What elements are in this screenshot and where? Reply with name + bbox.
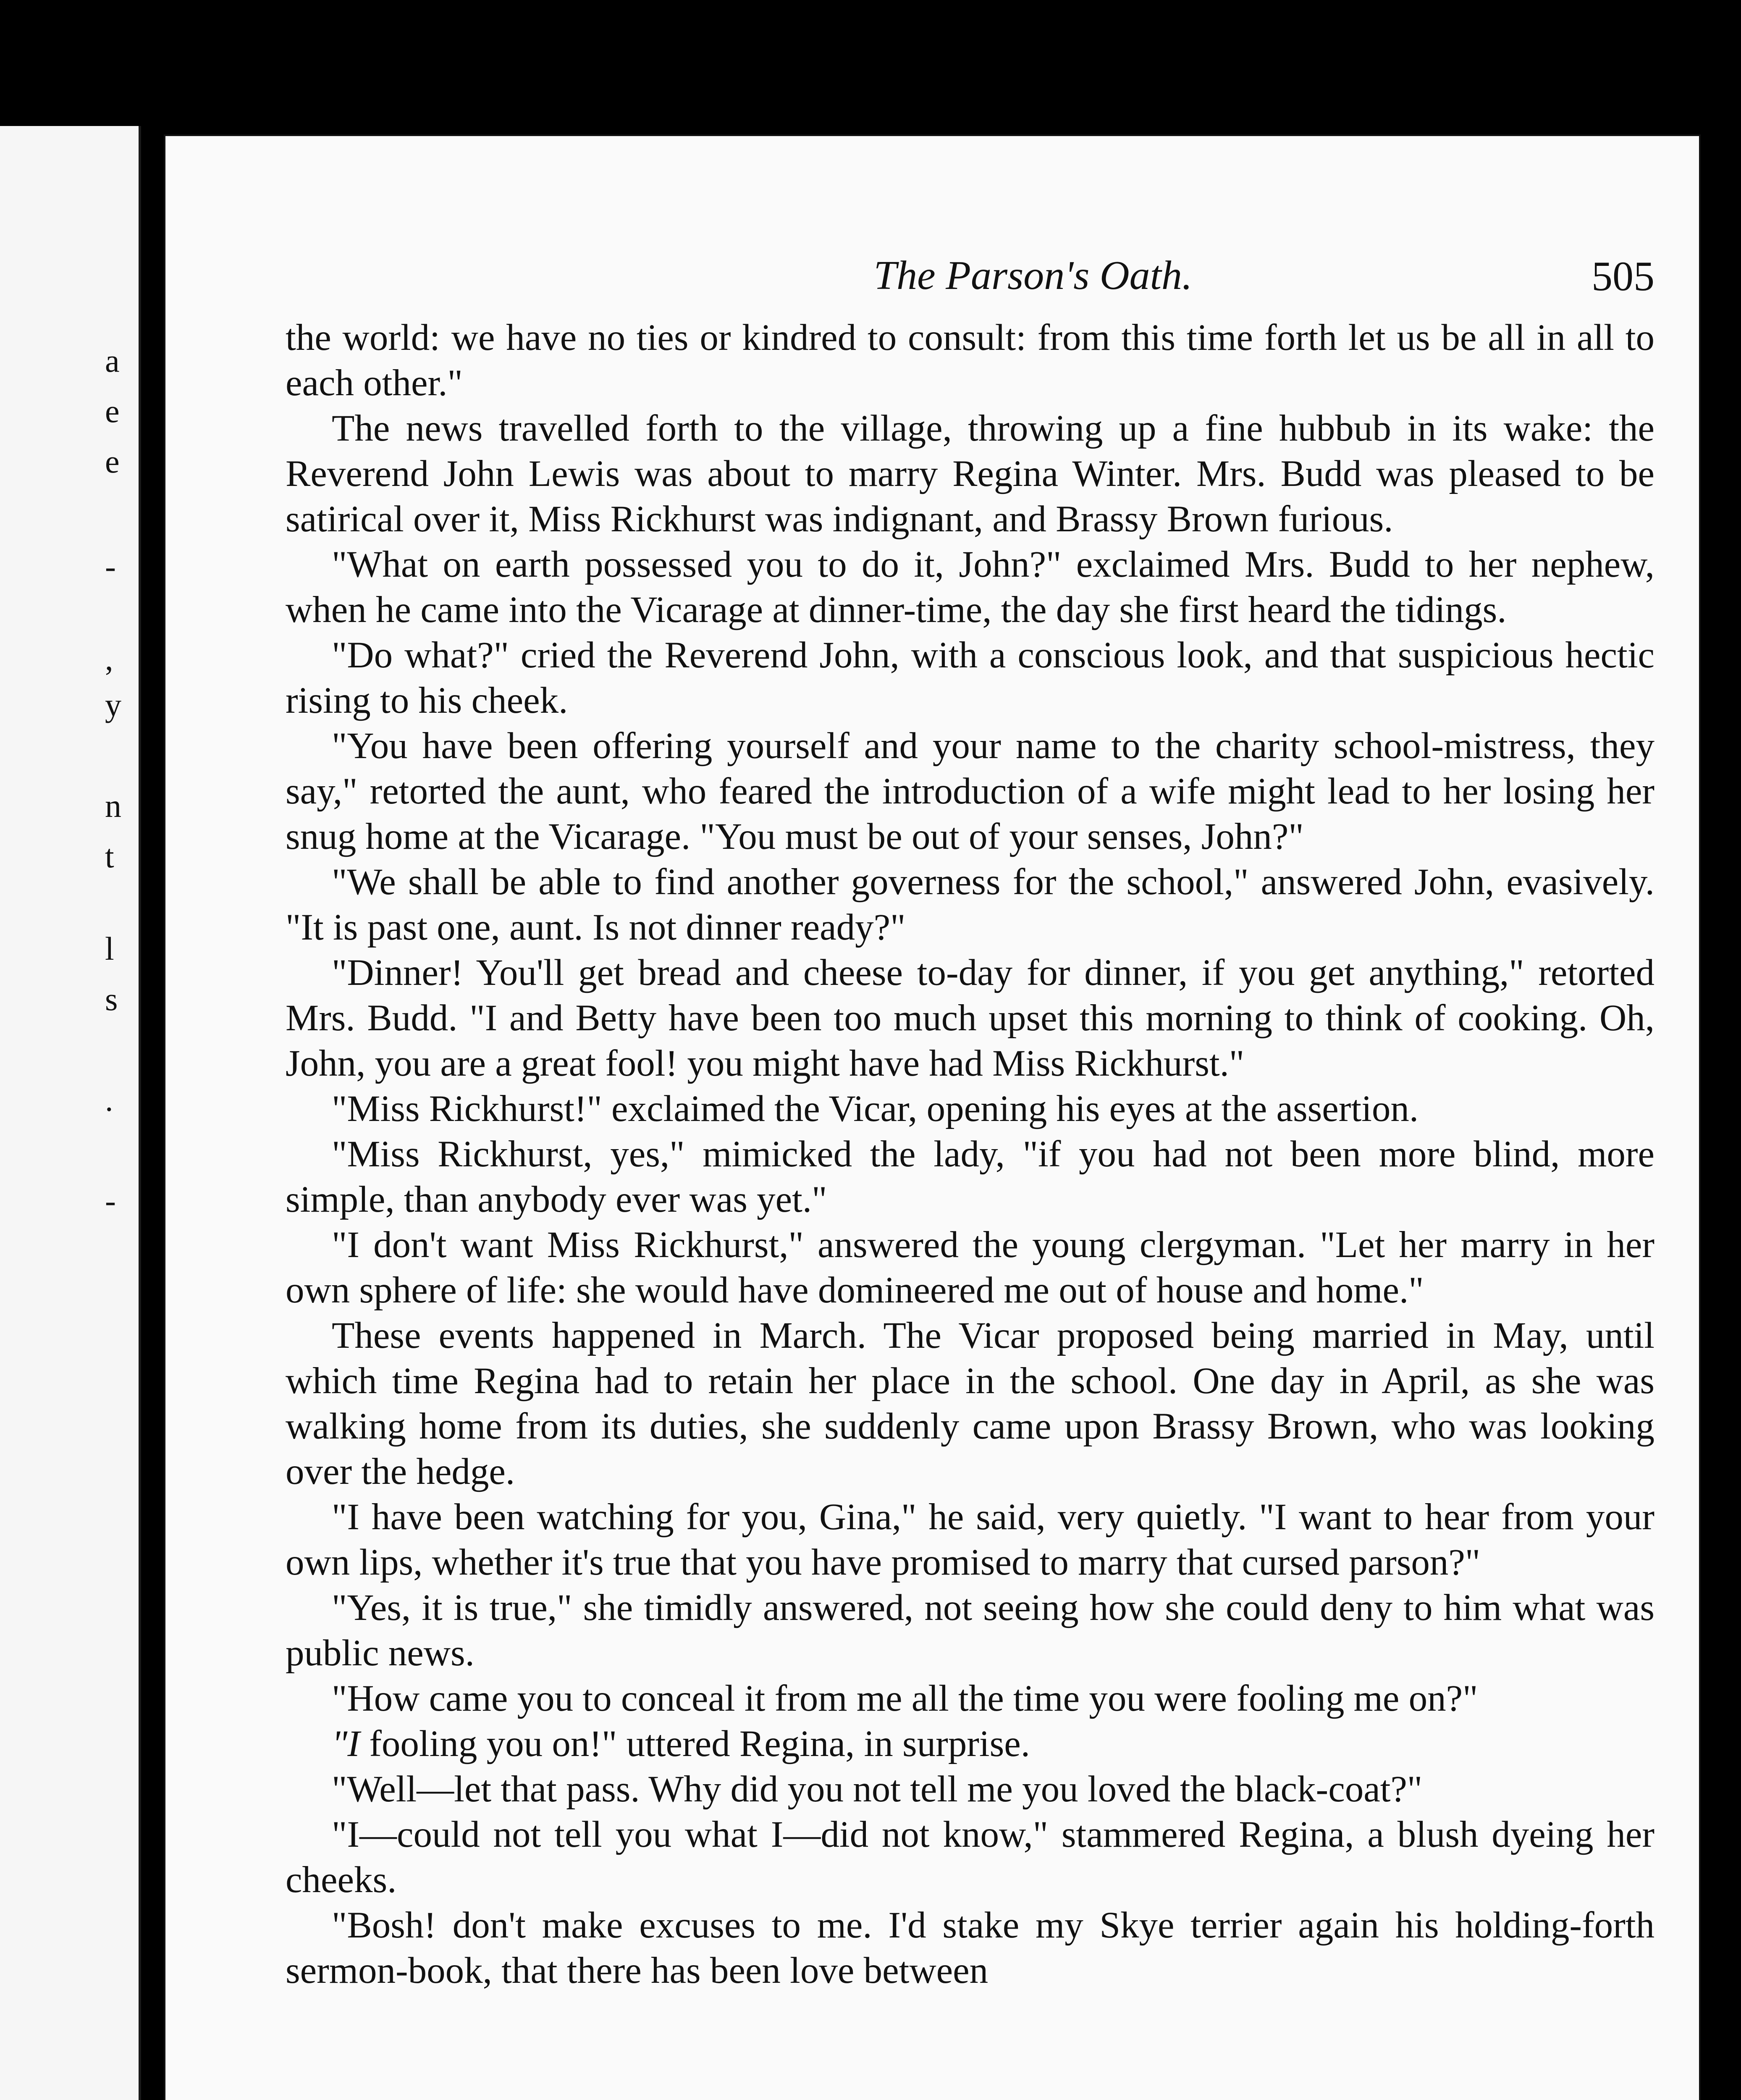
facing-page-char: s xyxy=(105,981,118,1017)
facing-page-char: - xyxy=(105,548,116,585)
paragraph-text: "What on earth possessed you to do it, John?" exclaimed Mrs. Budd to her nephew, when he came into the Vicarage at dinner-time, the day she first heard the tidings. xyxy=(286,544,1654,630)
facing-page-edge xyxy=(0,126,141,2100)
book-page xyxy=(164,134,1701,2100)
paragraph-text: "We shall be able to find another governess for the school," answered John, evasively. "It is past one, aunt. Is not dinner ready?" xyxy=(286,861,1654,948)
facing-page-char: y xyxy=(105,687,121,723)
paragraph-text: "I have been watching for you, Gina," he said, very quietly. "I want to hear from your own lips, whether it's true that you have promised to marry that cursed parson?" xyxy=(286,1496,1654,1583)
paragraph xyxy=(286,1767,1654,1812)
facing-page-char: a xyxy=(105,342,120,379)
facing-page-char: e xyxy=(105,443,120,480)
paragraph-text: "How came you to conceal it from me all the time you were fooling me on?" xyxy=(332,1678,1478,1719)
paragraph xyxy=(286,859,1654,950)
page-number: 505 xyxy=(1592,253,1654,299)
running-title: The Parson's Oath. xyxy=(873,253,1193,298)
paragraph xyxy=(286,1903,1654,1993)
body-text xyxy=(286,315,1654,1993)
italic-lead: "I xyxy=(332,1723,360,1764)
paragraph-text: "Bosh! don't make excuses to me. I'd stake my Skye terrier again his holding-forth sermon-book, that there has been love between xyxy=(286,1905,1654,1991)
paragraph-text: "Well—let that pass. Why did you not tell me you loved the black-coat?" xyxy=(332,1769,1423,1810)
paragraph xyxy=(286,950,1654,1086)
paragraph xyxy=(286,1676,1654,1721)
paragraph xyxy=(286,1812,1654,1903)
paragraph-text: "You have been offering yourself and your name to the charity school-mistress, they say," retorted the aunt, who feared the introduction of a wife might lead to her losing her snug home at the Vicarage. "You must be out of your senses, John?" xyxy=(286,725,1654,857)
page-content xyxy=(286,244,1654,1993)
facing-page-char: . xyxy=(105,1082,113,1118)
paragraph-text: "Miss Rickhurst, yes," mimicked the lady, "if you had not been more blind, more simple, than anybody ever was yet." xyxy=(286,1134,1654,1220)
paragraph xyxy=(286,315,1654,406)
running-head xyxy=(286,244,1654,311)
paragraph-text: "Miss Rickhurst!" exclaimed the Vicar, opening his eyes at the assertion. xyxy=(332,1088,1419,1129)
paragraph-text: "Dinner! You'll get bread and cheese to-day for dinner, if you get anything," retorted Mrs. Budd. "I and Betty have been too much upset this morning to think of cooking. Oh, John, you are a great fool! you might have had Miss Rickhurst." xyxy=(286,952,1654,1084)
paragraph xyxy=(286,542,1654,633)
facing-page-char: l xyxy=(105,930,114,967)
paragraph xyxy=(286,1721,1654,1767)
facing-page-char: e xyxy=(105,393,120,429)
paragraph xyxy=(286,1494,1654,1585)
paragraph-text: "I—could not tell you what I—did not know," stammered Regina, a blush dyeing her cheeks. xyxy=(286,1814,1654,1900)
facing-page-char: - xyxy=(105,1182,116,1219)
paragraph xyxy=(286,723,1654,859)
paragraph xyxy=(286,1222,1654,1313)
paragraph-text: "Do what?" cried the Reverend John, with a conscious look, and that suspicious hectic rising to his cheek. xyxy=(286,635,1654,721)
paragraph xyxy=(286,633,1654,723)
paragraph xyxy=(286,1131,1654,1222)
paragraph xyxy=(286,1585,1654,1676)
facing-page-char: t xyxy=(105,838,114,874)
paragraph xyxy=(286,1313,1654,1494)
paragraph xyxy=(286,1086,1654,1131)
paragraph-text: "Yes, it is true," she timidly answered, not seeing how she could deny to him what was public news. xyxy=(286,1587,1654,1674)
facing-page-char: , xyxy=(105,640,113,677)
paragraph-text: The news travelled forth to the village, throwing up a fine hubbub in its wake: the Reverend John Lewis was about to marry Regina Winter. Mrs. Budd was pleased to be satirical over it, Miss Rickhurst was indignant, and Brassy Brown furious. xyxy=(286,408,1654,540)
paragraph-text: the world: we have no ties or kindred to consult: from this time forth let us be all in all to each other." xyxy=(286,317,1654,404)
paragraph-text: fooling you on!" uttered Regina, in surprise. xyxy=(360,1723,1030,1764)
paragraph-text: "I don't want Miss Rickhurst," answered the young clergyman. "Let her marry in her own sphere of life: she would have domineered me out of house and home." xyxy=(286,1224,1654,1311)
facing-page-char: n xyxy=(105,788,121,824)
paragraph xyxy=(286,406,1654,542)
paragraph-text: These events happened in March. The Vicar proposed being married in May, until which time Regina had to retain her place in the school. One day in April, as she was walking home from its duties, she suddenly came upon Brassy Brown, who was looking over the hedge. xyxy=(286,1315,1654,1492)
